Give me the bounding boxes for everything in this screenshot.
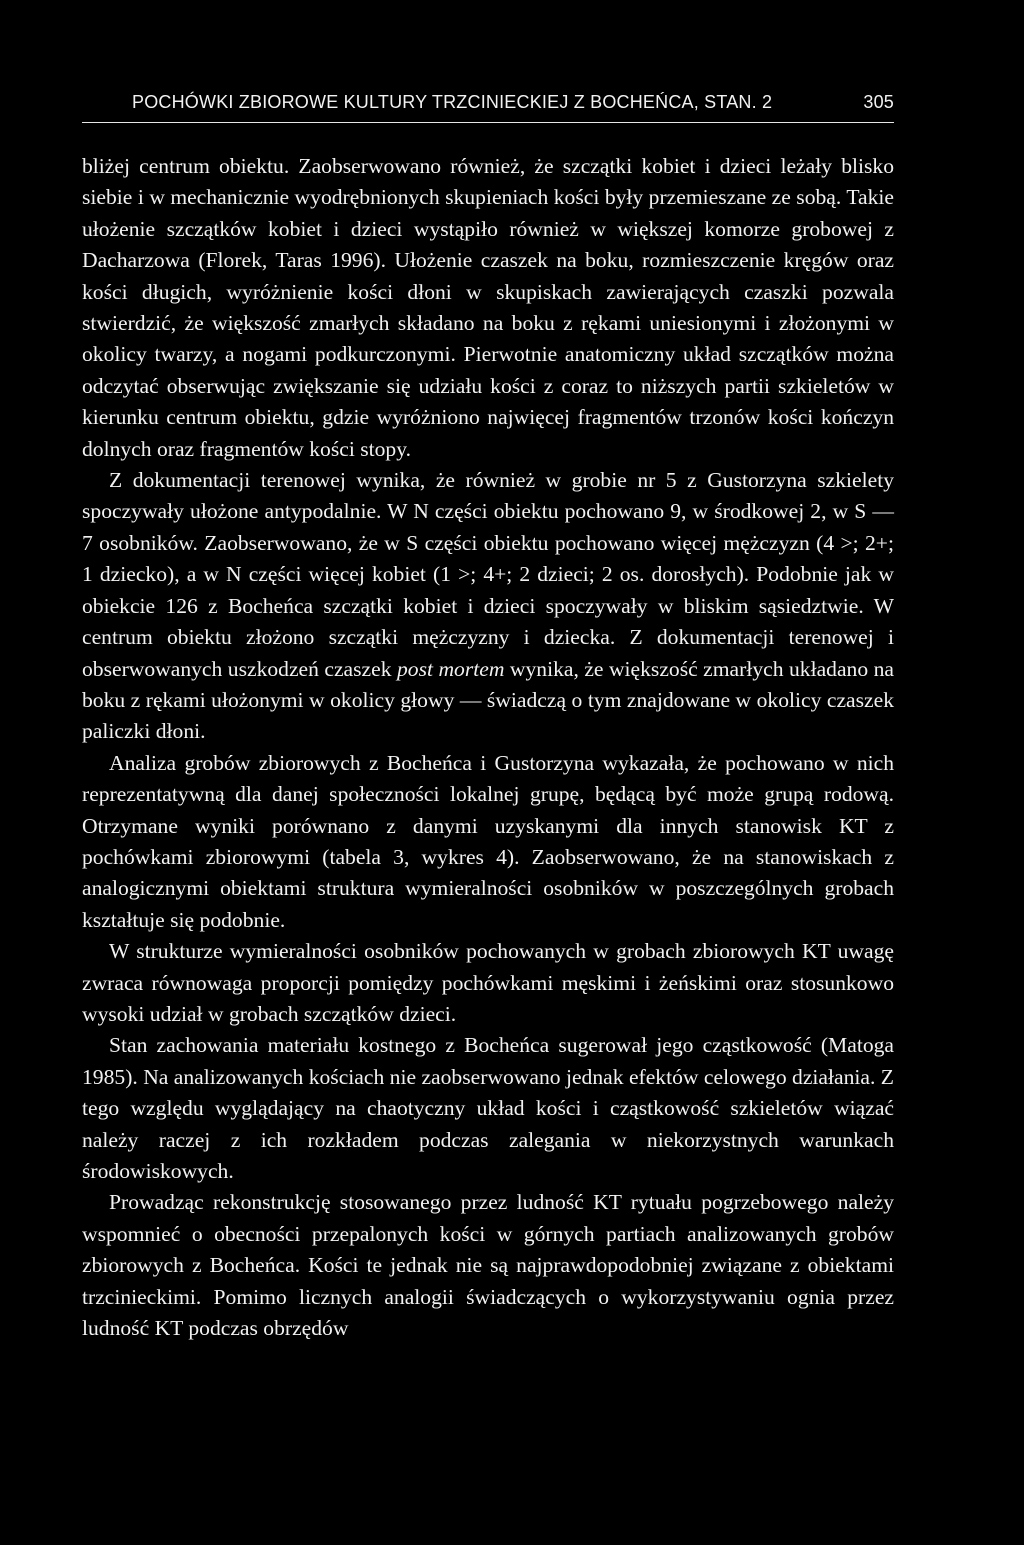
running-header [82, 88, 894, 123]
paragraph-5: Stan zachowania materiału kostnego z Bocheńca sugerował jego cząstkowość (Matoga 1985). Na analizowanych kościach nie zaobserwowano jednak efektów celowego działania. Z tego względu wyglądający na chaotyczny układ kości i cząstkowość szkieletów wiązać należy raczej z ich rozkładem podczas zalegania w niekorzystnych warunkach środowiskowych. [82, 1033, 894, 1183]
paragraph-2: Z dokumentacji terenowej wynika, że również w grobie nr 5 z Gustorzyna szkielety spoczywały ułożone antypodalnie. W N części obiektu pochowano 9, w środkowej 2, w S — 7 osobników. Zaobserwowano, że w S części obiektu pochowano więcej mężczyzn (4 >; 2+; 1 dziecko), a w N części więcej kobiet (1 >; 4+; 2 dzieci; 2 os. dorosłych). Podobnie jak w obiekcie 126 z Bocheńca szczątki kobiet i dzieci spoczywały w bliskim sąsiedztwie. W centrum obiektu złożono szczątki mężczyzny i dziecka. Z dokumentacji terenowej i obserwowanych uszkodzeń czaszek post mortem wynika, że większość zmarłych układano na boku z rękami ułożonymi w okolicy głowy — świadczą o tym znajdowane w okolicy czaszek paliczki dłoni. [82, 468, 894, 744]
document-page [82, 88, 894, 1344]
paragraph-4: W strukturze wymieralności osobników pochowanych w grobach zbiorowych KT uwagę zwraca równowaga proporcji pomiędzy pochówkami męskimi i żeńskimi oraz stosunkowo wysoki udział w grobach szczątków dzieci. [82, 939, 894, 1026]
paragraph-3: Analiza grobów zbiorowych z Bocheńca i Gustorzyna wykazała, że pochowano w nich reprezentatywną dla danej społeczności lokalnej grupę, będącą być może grupą rodową. Otrzymane wyniki porównano z danymi uzyskanymi dla innych stanowisk KT z pochówkami zbiorowymi (tabela 3, wykres 4). Zaobserwowano, że na stanowiskach z analogicznymi obiektami struktura wymieralności osobników w poszczególnych grobach kształtuje się podobnie. [82, 750, 894, 932]
page-number: 305 [863, 92, 894, 112]
paragraph-1: bliżej centrum obiektu. Zaobserwowano również, że szczątki kobiet i dzieci leżały blisko siebie i w mechanicznie wyodrębnionych skupieniach kości były przemieszane ze sobą. Takie ułożenie szczątków kobiet i dzieci wystąpiło również w większej komorze grobowej z Dacharzowa (Florek, Taras 1996). Ułożenie czaszek na boku, rozmieszczenie kręgów oraz kości długich, wyróżnienie kości dłoni w skupiskach zawierających czaszki pozwala stwierdzić, że większość zmarłych składano na boku z rękami uniesionymi i złożonymi w okolicy twarzy, a nogami podkurczonymi. Pierwotnie anatomiczny układ szczątków można odczytać obserwując zwiększanie się udziału kości z coraz to niższych partii szkieletów w kierunku centrum obiektu, gdzie wyróżniono najwięcej fragmentów trzonów kości kończyn dolnych oraz fragmentów kości stopy. [82, 154, 894, 461]
body-text [82, 151, 894, 1344]
running-title: POCHÓWKI ZBIOROWE KULTURY TRZCINIECKIEJ Z BOCHEŃCA, STAN. 2 [132, 92, 773, 112]
italic-term: post mortem [396, 656, 505, 681]
paragraph-6: Prowadząc rekonstrukcję stosowanego przez ludność KT rytuału pogrzebowego należy wspomnieć o obecności przepalonych kości w górnych partiach analizowanych grobów zbiorowych z Bocheńca. Kości te jednak nie są najprawdopodobniej związane z obiektami trzcinieckimi. Pomimo licznych analogii świadczących o wykorzystywaniu ognia przez ludność KT podczas obrzędów [82, 1190, 894, 1341]
